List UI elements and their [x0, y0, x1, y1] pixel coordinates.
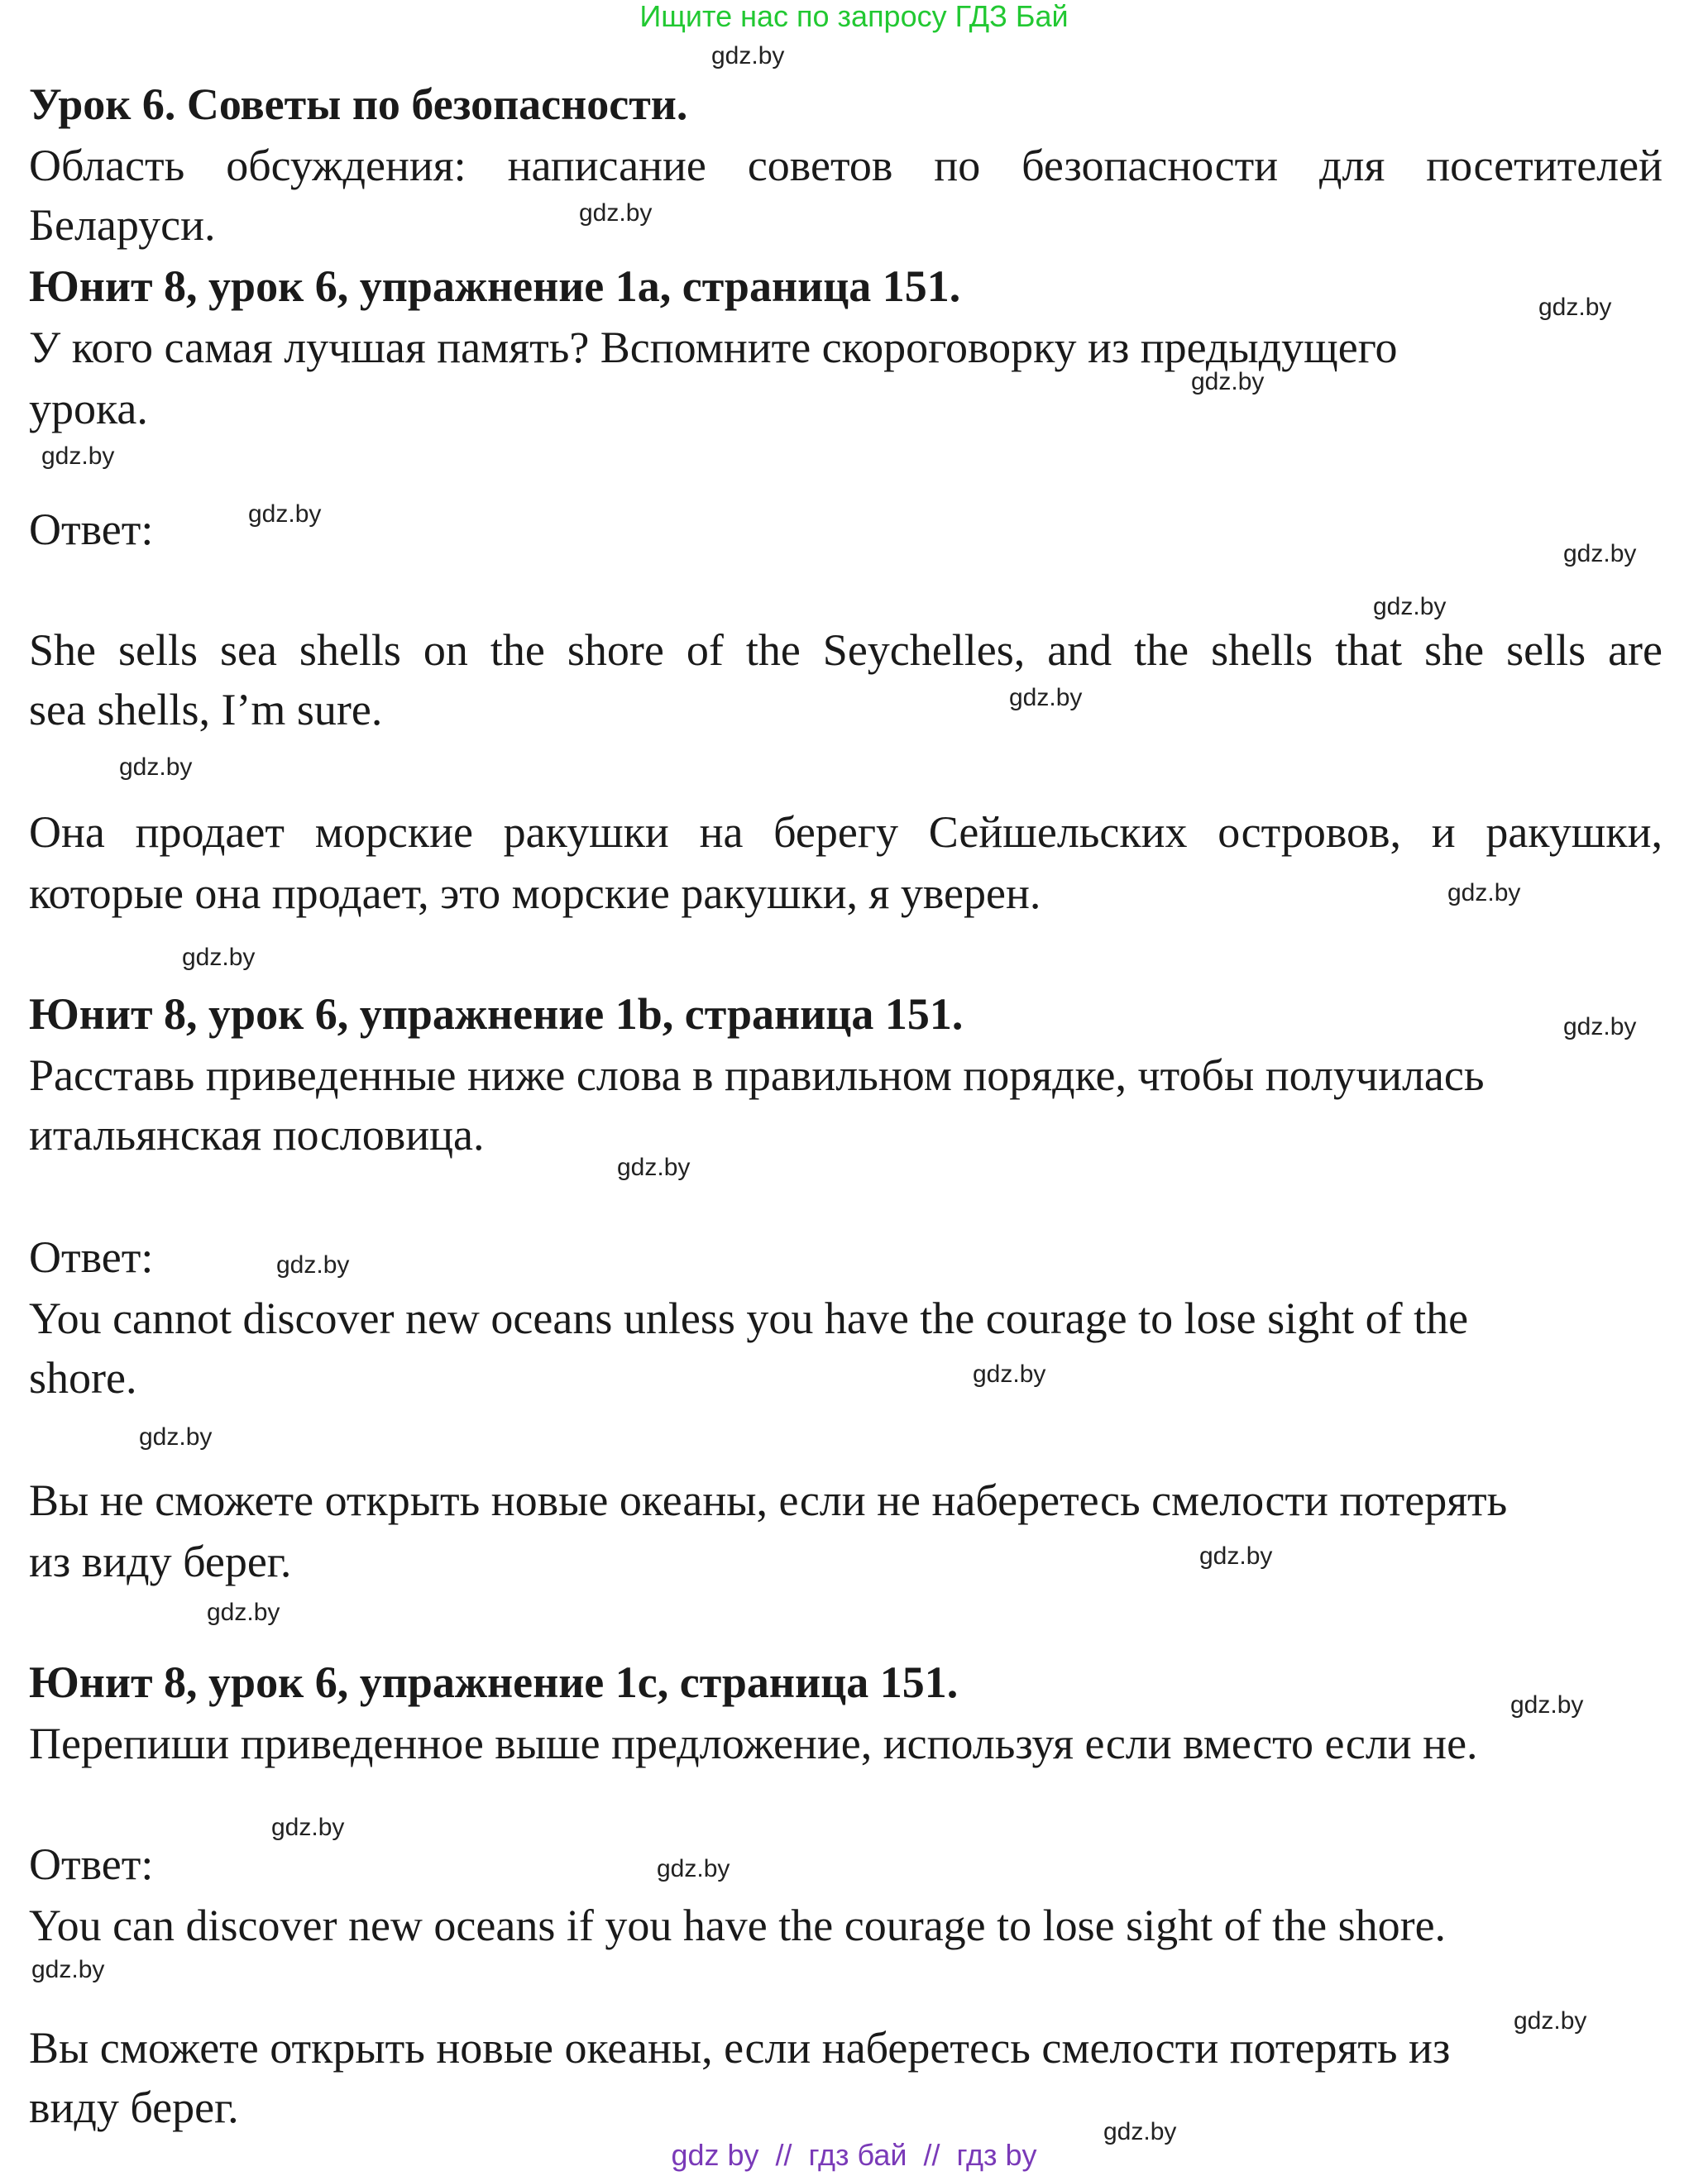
- watermark: gdz.by: [276, 1251, 350, 1279]
- watermark: gdz.by: [41, 442, 115, 470]
- watermark: gdz.by: [1373, 593, 1447, 620]
- watermark: gdz.by: [139, 1423, 213, 1451]
- lesson-topic-line-2: Беларуси.: [29, 200, 216, 250]
- exercise-1b-english-line-1: You cannot discover new oceans unless you have the courage to lose sight of the: [29, 1294, 1469, 1343]
- watermark: gdz.by: [1514, 2007, 1587, 2035]
- exercise-1c-heading: Юнит 8, урок 6, упражнение 1c, страница 151.: [29, 1657, 959, 1707]
- watermark: gdz.by: [119, 753, 193, 781]
- watermark: gdz.by: [579, 199, 653, 227]
- exercise-1c-task-line-1: Перепиши приведенное выше предложение, используя если вместо если не.: [29, 1719, 1478, 1768]
- exercise-1b-task-line-1: Расставь приведенные ниже слова в правильном порядке, чтобы получилась: [29, 1050, 1485, 1100]
- watermark: gdz.by: [1510, 1691, 1584, 1719]
- lesson-title: Урок 6. Советы по безопасности.: [29, 79, 688, 129]
- exercise-1a-answer-label: Ответ:: [29, 505, 154, 554]
- exercise-1a-english-line-2: sea shells, I’m sure.: [29, 685, 383, 734]
- watermark: gdz.by: [31, 1956, 105, 1983]
- exercise-1c-answer-label: Ответ:: [29, 1839, 154, 1889]
- watermark: gdz.by: [1009, 684, 1083, 711]
- watermark: gdz.by: [1199, 1542, 1273, 1570]
- watermark: gdz.by: [182, 944, 256, 971]
- watermark: gdz.by: [1103, 2118, 1177, 2145]
- exercise-1a-russian-line-1: Она продает морские ракушки на берегу Сейшельских островов, и ракушки,: [29, 807, 1663, 857]
- watermark: gdz.by: [657, 1855, 730, 1882]
- exercise-1c-english-line-1: You can discover new oceans if you have the courage to lose sight of the shore.: [29, 1901, 1447, 1950]
- exercise-1a-task-line-1: У кого самая лучшая память? Вспомните скороговорку из предыдущего: [29, 323, 1398, 372]
- search-banner: Ищите нас по запросу ГДЗ Бай: [639, 0, 1069, 33]
- exercise-1c-russian-line-2: виду берег.: [29, 2083, 239, 2132]
- exercise-1b-russian-line-2: из виду берег.: [29, 1537, 292, 1586]
- watermark: gdz.by: [711, 42, 785, 69]
- exercise-1a-heading: Юнит 8, урок 6, упражнение 1a, страница 151.: [29, 261, 961, 311]
- watermark: gdz.by: [1447, 879, 1521, 906]
- watermark: gdz.by: [1563, 1013, 1637, 1040]
- watermark: gdz.by: [1563, 540, 1637, 567]
- watermark: gdz.by: [248, 500, 322, 528]
- watermark: gdz.by: [1191, 368, 1265, 395]
- exercise-1c-russian-line-1: Вы сможете открыть новые океаны, если наберетесь смелости потерять из: [29, 2023, 1451, 2073]
- exercise-1b-answer-label: Ответ:: [29, 1232, 154, 1282]
- exercise-1b-russian-line-1: Вы не сможете открыть новые океаны, если не наберетесь смелости потерять: [29, 1475, 1508, 1525]
- exercise-1a-english-line-1: She sells sea shells on the shore of the Seychelles, and the shells that she sells are: [29, 625, 1663, 675]
- exercise-1b-english-line-2: shore.: [29, 1353, 137, 1403]
- exercise-1a-russian-line-2: которые она продает, это морские ракушки, я уверен.: [29, 868, 1041, 918]
- lesson-topic-line-1: Область обсуждения: написание советов по безопасности для посетителей: [29, 141, 1663, 190]
- watermark: gdz.by: [617, 1154, 691, 1181]
- exercise-1b-heading: Юнит 8, урок 6, упражнение 1b, страница 151.: [29, 989, 964, 1039]
- watermark: gdz.by: [973, 1361, 1046, 1388]
- footer-links: gdz by // гдз бай // гдз by: [671, 2138, 1037, 2172]
- watermark: gdz.by: [271, 1814, 345, 1841]
- exercise-1a-task-line-2: урока.: [29, 384, 148, 433]
- watermark: gdz.by: [1538, 294, 1612, 321]
- exercise-1b-task-line-2: итальянская пословица.: [29, 1110, 485, 1160]
- watermark: gdz.by: [207, 1599, 280, 1626]
